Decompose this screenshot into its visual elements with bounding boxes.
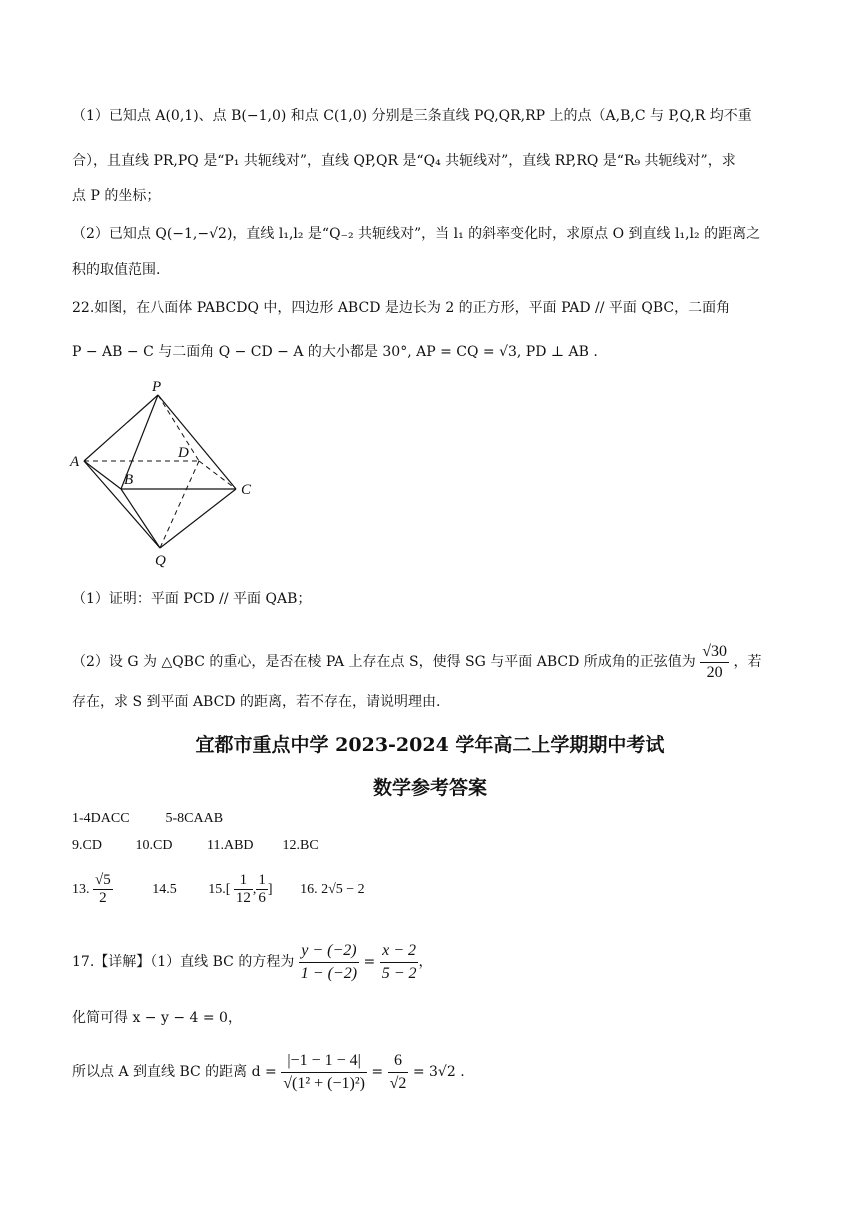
vertex-label-c: C (241, 482, 252, 498)
q17-fraction-x (380, 940, 419, 985)
q17-distance2-den: √2 (389, 1074, 407, 1092)
q17-fraction-x-num: x − 2 (380, 940, 419, 963)
q17-distance-den: √(1² + (−1)²) (283, 1074, 365, 1092)
q22-line1: 22.如图，在八面体 PABCDQ 中，四边形 ABCD 是边长为 2 的正方形，平面 PAD // 平面 QBC，二面角 (72, 300, 731, 316)
answer-15-frac2-num: 1 (258, 872, 266, 888)
answer-10: 10.CD (135, 838, 173, 853)
answer-13-num: √5 (95, 872, 111, 888)
answer-15-label: 15.[ (208, 881, 231, 897)
answer-row-1 (72, 811, 223, 827)
q17-distance-num: |−1 − 1 − 4| (281, 1050, 367, 1073)
q17-equals: = (363, 954, 376, 970)
sine-fraction-den: 20 (706, 663, 723, 681)
answer-13-label: 13. (72, 881, 90, 897)
q17-distance-fraction (281, 1050, 367, 1095)
q21-part2-line2: 积的取值范围. (72, 262, 161, 278)
page-subtitle: 数学参考答案 (372, 777, 487, 799)
answer-11: 11.ABD (207, 838, 254, 853)
answer-5-8: 5-8CAAB (165, 811, 224, 826)
q21-part1-line3: 点 P 的坐标； (72, 188, 161, 204)
q17-fraction-y-num: y − (−2) (299, 940, 359, 963)
q21-part2-line1: （2）已知点 Q(−1,−√2)，直线 l₁,l₂ 是“Q₋₂ 共轭线对”，当 l₁ 的斜率变化时，求原点 O 到直线 l₁,l₂ 的距离之 (72, 226, 761, 242)
answer-1-4: 1-4DACC (72, 811, 130, 826)
q22-part1: （1）证明：平面 PCD // 平面 QAB； (72, 591, 312, 607)
q17-fraction-x-den: 5 − 2 (381, 964, 417, 982)
answer-15-end: ] (267, 881, 273, 897)
q22-part2-tail: ，若 (733, 654, 762, 670)
q17-distance-text: 所以点 A 到直线 BC 的距离 d = (72, 1064, 277, 1080)
answer-row-2 (72, 838, 319, 854)
answer-row-3: 13. $\frac{√5}{2}$ 14.5 15.[ $\frac{1}{12}$ , $\frac{1}{6}$ ] 16. 2√5 − 2 (72, 872, 365, 906)
sine-fraction-num: √30 (700, 642, 729, 663)
page-title: 宜都市重点中学 2023-2024 学年高二上学期期中考试 (195, 734, 665, 756)
answer-9: 9.CD (72, 838, 102, 853)
q17-simplify: 化简可得 x − y − 4 = 0， (72, 1010, 242, 1026)
answer-15-frac1-num: 1 (234, 872, 253, 890)
q17-distance-fraction2 (388, 1050, 409, 1095)
q17-distance-equals: = (371, 1064, 384, 1080)
vertex-label-b: B (124, 472, 134, 488)
q21-part1-line2: 合），且直线 PR,PQ 是“P₁ 共轭线对”，直线 QP,QR 是“Q₄ 共轭线对”，直线 RP,RQ 是“R₉ 共轭线对”，求 (72, 153, 736, 169)
q17-tail: ， (418, 954, 433, 970)
answer-14: 14.5 (152, 881, 177, 897)
q17-distance-result: = 3√2 . (412, 1064, 465, 1080)
answer-15-frac1 (234, 872, 253, 907)
vertex-label-d: D (178, 445, 189, 461)
answer-16: 16. 2√5 − 2 (300, 881, 365, 897)
answer-13-den: 2 (99, 890, 107, 906)
q17-line1 (72, 938, 432, 986)
octahedron-figure (64, 378, 264, 578)
q22-part2-line2: 存在，求 S 到平面 ABCD 的距离，若不存在，请说明理由. (72, 694, 441, 710)
q17-distance-line (72, 1046, 465, 1098)
q17-fraction-y (299, 940, 359, 985)
vertex-label-a: A (70, 454, 80, 470)
q22-part2-line1 (72, 638, 761, 686)
sine-fraction (700, 642, 729, 683)
answer-15-frac2-den: 6 (258, 890, 266, 906)
q17-intro: 17.【详解】（1）直线 BC 的方程为 (72, 954, 295, 970)
answer-15-frac2 (256, 872, 268, 907)
answer-13-fraction (93, 872, 113, 907)
q17-distance2-num: 6 (388, 1050, 409, 1073)
answer-12: 12.BC (282, 838, 319, 853)
vertex-label-q: Q (155, 553, 166, 569)
answer-15-frac1-den: 12 (235, 890, 251, 906)
q22-line2: P − AB − C 与二面角 Q − CD − A 的大小都是 30°, AP = CQ = √3, PD ⊥ AB . (72, 344, 598, 360)
q22-part2-text: （2）设 G 为 △QBC 的重心，是否在棱 PA 上存在点 S，使得 SG 与平面 ABCD 所成角的正弦值为 (72, 654, 696, 670)
q21-part1-line1: （1）已知点 A(0,1)、点 B(−1,0) 和点 C(1,0) 分别是三条直线 PQ,QR,RP 上的点（A,B,C 与 P,Q,R 均不重 (72, 108, 752, 124)
q17-fraction-y-den: 1 − (−2) (300, 964, 358, 982)
vertex-label-p: P (152, 379, 162, 395)
